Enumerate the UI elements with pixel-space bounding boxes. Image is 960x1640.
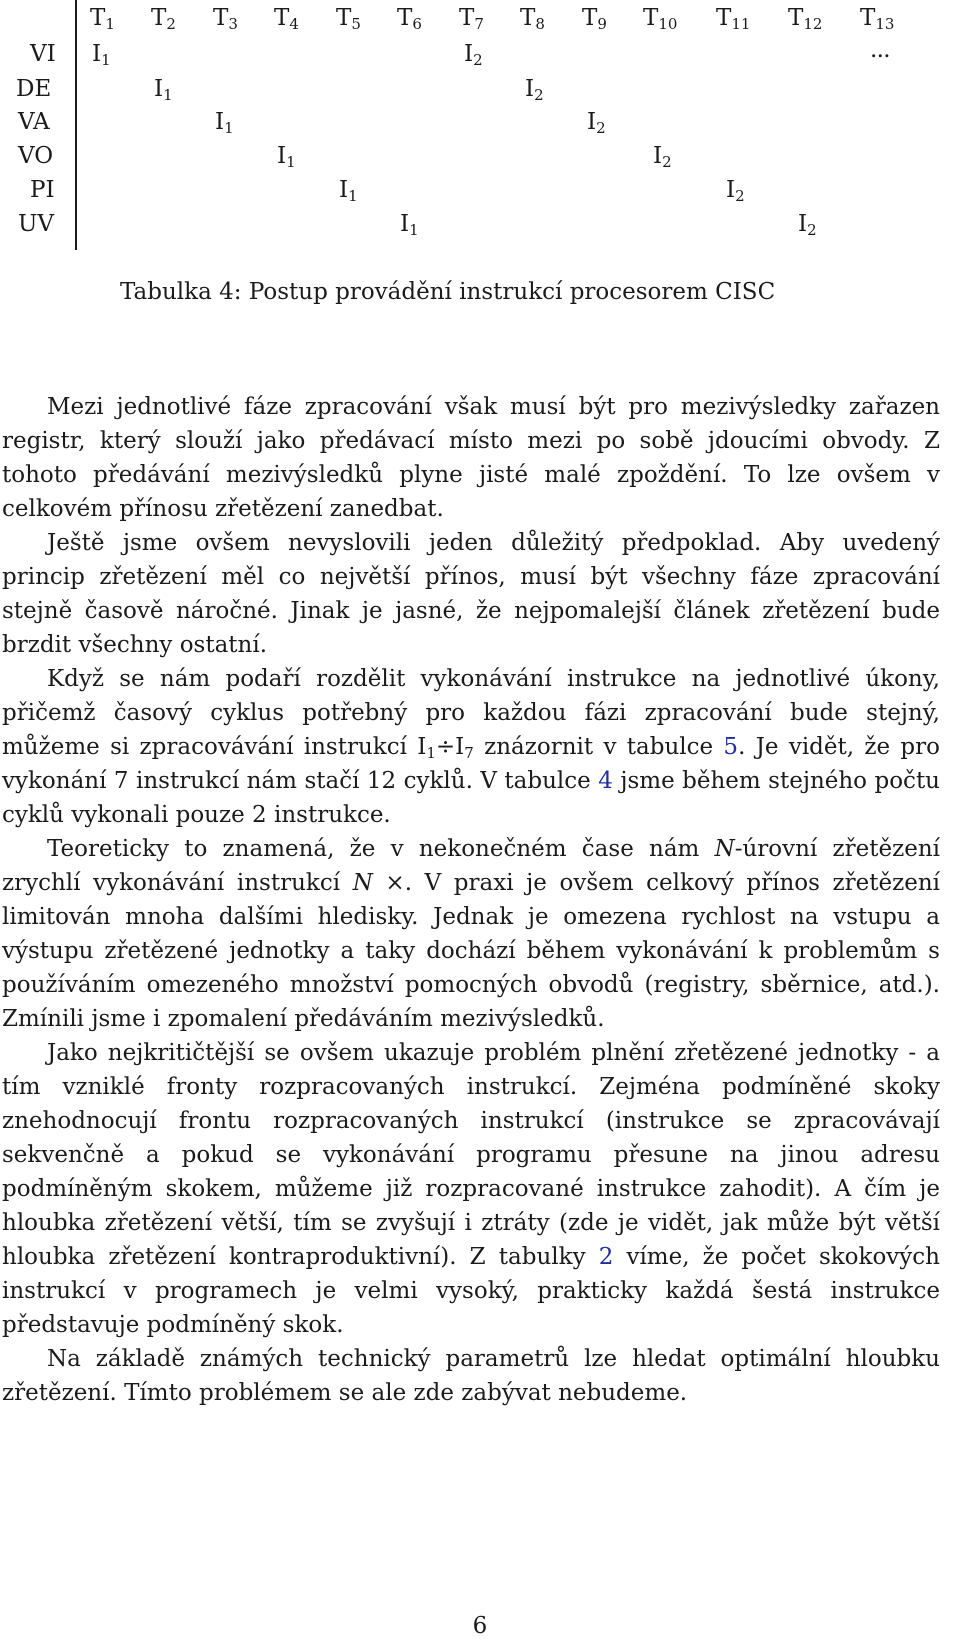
table-cell: $I_1$ bbox=[339, 177, 358, 205]
row-label: UV bbox=[18, 211, 54, 237]
table-divider bbox=[75, 0, 77, 250]
table-cell: $I_2$ bbox=[464, 41, 483, 69]
col-header: $T_4$ bbox=[274, 5, 299, 33]
paragraph: Na základě známých technický parametrů lze hledat optimální hloubku zřetězení. Tímto problémem se ale zde zabývat nebudeme. bbox=[2, 1346, 940, 1406]
col-header: $T_9$ bbox=[582, 5, 607, 33]
row-label: DE bbox=[16, 76, 52, 102]
paragraph: Když se nám podaří rozdělit vykonávání instrukce na jednotlivé úkony, přičemž časový cyklus potřebný pro každou fázi zpracování bude stejný, můžeme si zpracovávání instrukcí $I_1\div I_7$ znázornit v tabulce 5. Je vidět, že pro vykonání 7 instrukcí nám stačí 12 cyklů. V tabulce 4 jsme během stejného počtu cyklů vykonali pouze 2 instrukce. bbox=[2, 666, 940, 828]
body-text bbox=[2, 390, 940, 1410]
col-header: $T_{13}$ bbox=[860, 5, 895, 33]
table-ref-link[interactable]: 4 bbox=[598, 768, 613, 794]
col-header: $T_1$ bbox=[90, 5, 115, 33]
page-number: 6 bbox=[472, 1613, 488, 1639]
pipeline-table bbox=[0, 0, 960, 250]
paragraph: Jako nejkritičtější se ovšem ukazuje problém plnění zřetězené jednotky - a tím vzniklé fronty rozpracovaných instrukcí. Zejména podmíněné skoky znehodnocují frontu rozpracovaných instrukcí (instrukce se zpracovávají sekvenčně a pokud se vykonávání programu přesune na jinou adresu podmíněným skokem, můžeme již rozpracované instrukce zahodit). A čím je hloubka zřetězení větší, tím se zvyšují i ztráty (zde je vidět, jak může být větší hloubka zřetězení kontraproduktivní). Z tabulky 2 víme, že počet skokových instrukcí v programech je velmi vysoký, prakticky každá šestá instrukce představuje podmíněný skok. bbox=[2, 1040, 940, 1338]
table-cell: $I_2$ bbox=[653, 143, 672, 171]
table-cell: $I_1$ bbox=[400, 211, 419, 239]
paragraph: Ještě jsme ovšem nevyslovili jeden důležitý předpoklad. Aby uvedený princip zřetězení měl co největší přínos, musí být všechny fáze zpracování stejně časově náročné. Jinak je jasné, že nejpomalejší článek zřetězení bude brzdit všechny ostatní. bbox=[2, 530, 940, 658]
table-cell: $I_2$ bbox=[525, 76, 544, 104]
col-header: $T_{10}$ bbox=[643, 5, 678, 33]
row-label: VA bbox=[18, 109, 50, 135]
table-cell: $I_1$ bbox=[215, 109, 234, 137]
col-header: $T_{11}$ bbox=[716, 5, 751, 33]
row-label: VO bbox=[18, 143, 54, 169]
paragraph: Teoreticky to znamená, že v nekonečném čase nám N-úrovní zřetězení zrychlí vykonávání instrukcí N ×. V praxi je ovšem celkový přínos zřetězení limitován mnoha dalšími hledisky. Jednak je omezena rychlost na vstupu a výstupu zřetězené jednotky a taky dochází během vykonávání k problemům s používáním omezeného množství pomocných obvodů (registry, sběrnice, atd.). Zmínili jsme i zpomalení předáváním mezivýsledků. bbox=[2, 836, 940, 1032]
table-cell: $I_2$ bbox=[587, 109, 606, 137]
table-cell: $I_1$ bbox=[154, 76, 173, 104]
table-cell: $I_1$ bbox=[92, 41, 111, 69]
col-header: $T_6$ bbox=[397, 5, 422, 33]
col-header: $T_3$ bbox=[213, 5, 238, 33]
col-header: $T_{12}$ bbox=[788, 5, 823, 33]
table-ref-link[interactable]: 5 bbox=[723, 734, 739, 760]
row-label: VI bbox=[30, 41, 56, 67]
table-ref-link[interactable]: 2 bbox=[598, 1244, 614, 1270]
paragraph: Mezi jednotlivé fáze zpracování však musí být pro mezivýsledky zařazen registr, který slouží jako předávací místo mezi po sobě jdoucími obvody. Z tohoto předávání mezivýsledků plyne jisté malé zpoždění. To lze ovšem v celkovém přínosu zřetězení zanedbat. bbox=[2, 394, 940, 522]
continuation-dots: . . . bbox=[870, 37, 887, 63]
col-header: $T_2$ bbox=[151, 5, 176, 33]
col-header: $T_5$ bbox=[336, 5, 361, 33]
row-label: PI bbox=[30, 177, 55, 203]
table-cell: $I_2$ bbox=[798, 211, 817, 239]
col-header: $T_7$ bbox=[459, 5, 484, 33]
table-cell: $I_1$ bbox=[277, 143, 296, 171]
col-header: $T_8$ bbox=[520, 5, 545, 33]
table-caption: Tabulka 4: Postup provádění instrukcí procesorem CISC bbox=[120, 279, 776, 305]
table-cell: $I_2$ bbox=[726, 177, 745, 205]
